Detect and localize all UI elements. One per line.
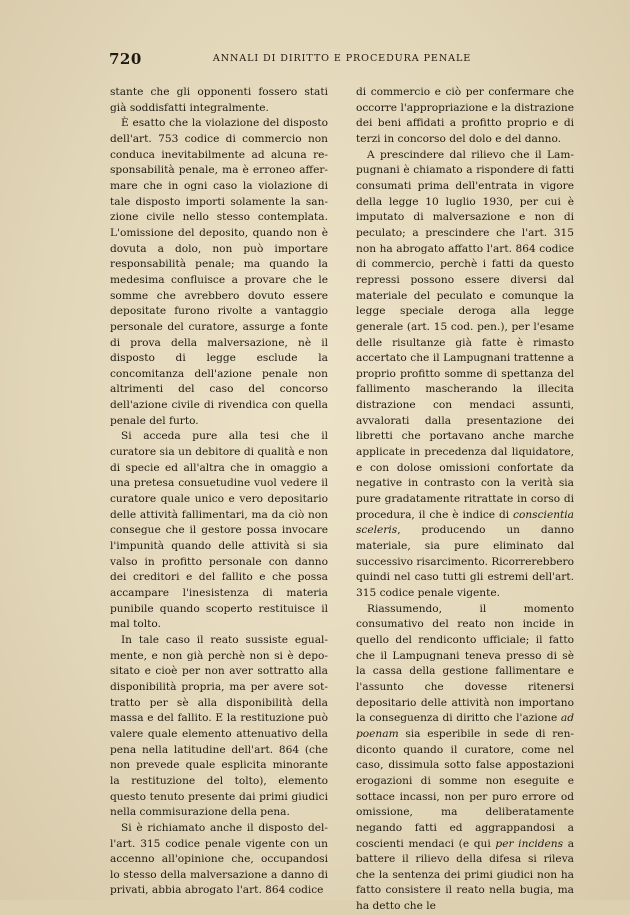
paragraph: Si è richiamato anche il disposto dell'art. 315 codice penale vigente con un accenno all'opinione che, occupandosi lo stesso della malversazione a danno di privati, abbia abrogato l'art. 864 codice xyxy=(110,821,328,897)
paragraph xyxy=(356,148,574,602)
paragraph: È esatto che la violazione del disposto dell'art. 753 codice di commercio non conduca inevitabilmente ad alcuna responsabilità penale, ma è erroneo affermare che in ogni caso la violazione di tale disposto importi solamente la sanzione civile nello stesso contemplata. L'omissione del deposito, quando non è dovuta a dolo, non può importare responsabilità penale; ma quando la medesima confluisce a provare che le somme che avrebbero dovuto essere depositate furono rivolte a vantaggio personale del curatore, assurge a fonte di prova della malversazione, nè il disposto di legge esclude la concomitanza dell'azione penale non altrimenti del caso del concorso dell'azione civile di rivendica con quella penale del furto. xyxy=(110,117,328,427)
text-run: Riassumendo, il momento consumativo del reato non incide in quello del rendiconto ufficiale; il fatto che il Lampugnani teneva presso di sè la cassa della gestione fallimentare e l'assunto che dovesse ritenersi depositario delle attività non importano la conseguenza di diritto che l'azione xyxy=(356,602,574,725)
running-title: ANNALI DI DIRITTO E PROCEDURA PENALE xyxy=(212,53,472,64)
text-run: A prescindere dal rilievo che il Lampugnani è chiamato a rispondere di fatti consumati prima dell'entrata in vigore della legge 10 luglio 1930, per cui è imputato di malversazione e non di peculato; a prescindere che l'art. 315 non ha abrogato affatto l'art. 864 codice di commercio, perchè i fatti da questo repressi possono essere diversi dal materiale del peculato e comunque la legge speciale deroga alla legge generale (art. 15 cod. pen.), per l'esame delle risultanze già fatte è rimasto accertato che il Lampugnani trattenne a proprio profitto somme di spettanza del fallimento mascherando la illecita distrazione con mendaci assunti, avvalorati dalla presentazione dei libretti che portavano anche marche applicate in precedenza dal liquidatore, e con dolose omissioni confortate da negative in contrasto con la verità sia pure gradatamente ritrattate in corso di procedura, il che è indice di xyxy=(356,148,574,521)
right-column xyxy=(356,85,574,915)
latin-phrase: conscientia sceleris xyxy=(356,508,574,537)
page-number: 720 xyxy=(109,50,142,68)
paragraph: di commercio e ciò per confermare che occorre l'appropriazione e la distrazione dei beni affidati a profitto proprio e di terzi in concorso del dolo e del danno. xyxy=(356,86,574,145)
text-run: sia esperibile in sede di rendiconto quando il curatore, come nel caso, dissimula sotto false appostazioni erogazioni di somme non eseguite e sottace incassi, non per puro errore od omissione, ma deliberatamente negando fatti ed aggrappandosi a coscienti mendaci (e qui xyxy=(356,727,574,850)
page-header xyxy=(109,50,575,70)
paragraph: stante che gli opponenti fossero stati già soddisfatti integralmente. xyxy=(110,86,328,114)
left-column xyxy=(110,85,328,899)
latin-phrase: ad poenam xyxy=(356,712,574,740)
text-run: , producendo un danno materiale, sia pure eliminato dal successivo risarcimento. Ricorrerebbero quindi nel caso tutti gli estremi dell'art. 315 codice penale vigente. xyxy=(356,524,574,599)
latin-phrase: per incidens xyxy=(495,837,564,850)
paragraph: Si acceda pure alla tesi che il curatore sia un debitore di qualità e non di specie ed all'altra che in omaggio a una pretesa consuetudine vuol vedere il curatore quale unico e vero depositario delle attività fallimentari, ma da ciò non consegue che il gestore possa invocare l'impunità quando delle attività si sia valso in profitto personale con danno dei creditori e del fallito e che possa accampare l'inesistenza di materia punibile quando scoperto restituisce il mal tolto. xyxy=(110,430,328,631)
paragraph: In tale caso il reato sussiste egualmente, e non già perchè non si è depositato e cioè per non aver sottratto alla disponibilità propria, ma per avere sottratto per sè alla disponibilità della massa e del fallito. E la restituzione può valere quale elemento attenuativo della pena nella latitudine dell'art. 864 (che non prevede quale esplicita minorante la restituzione del tolto), elemento questo tenuto presente dai primi giudici nella commisurazione della pena. xyxy=(110,633,328,819)
paragraph xyxy=(356,602,574,915)
text-run: a battere il rilievo della difesa si rileva che la sentenza dei primi giudici non ha fatto consistere il reato nella bugia, ma ha detto che le xyxy=(356,837,575,913)
